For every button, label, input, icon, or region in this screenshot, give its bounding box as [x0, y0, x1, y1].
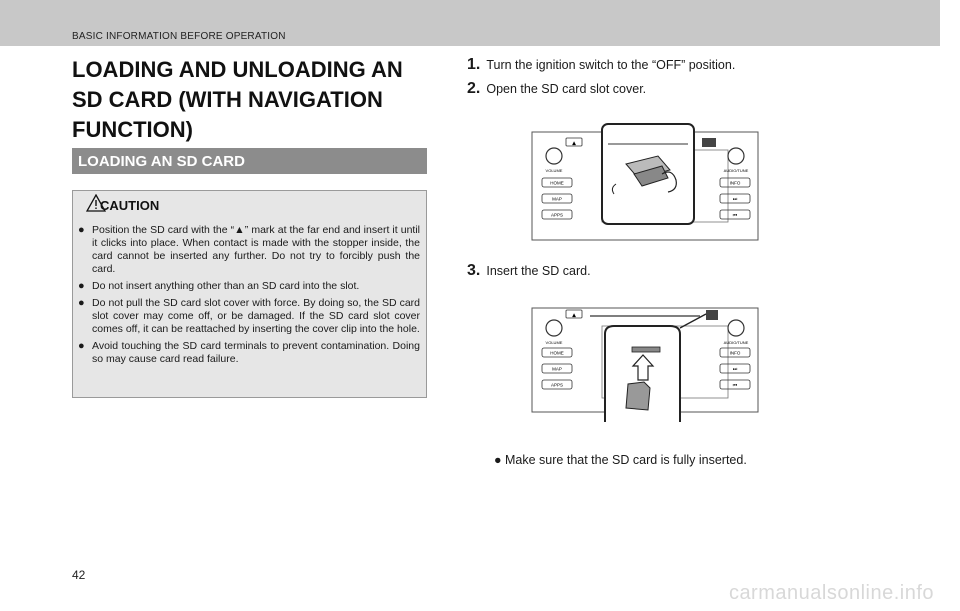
apps-button-label: APPS	[550, 212, 564, 218]
next-track-icon: ⏭	[732, 196, 738, 203]
step-2	[467, 80, 646, 98]
step-1	[467, 56, 735, 74]
caution-item: ● Do not pull the SD card slot cover with force. By doing so, the SD card slot cover may come off, or be damaged. If the SD card slot cover comes off, it can be reattached by inserting the cover clip into the hole.	[78, 297, 420, 336]
volume-label: VOLUME	[545, 340, 563, 345]
title-line-3: FUNCTION)	[72, 117, 193, 142]
section-title: LOADING AN SD CARD	[78, 153, 245, 170]
step-text: Open the SD card slot cover.	[486, 82, 647, 96]
caution-item: ● Position the SD card with the “▲” mark at the far end and insert it until it clicks into place. When contact is made with the stopper inside, the card cannot be inserted any further. Do not try to forcibly push the card.	[78, 224, 420, 276]
step-number: 2.	[467, 80, 481, 97]
step-number: 3.	[467, 262, 481, 279]
map-button-label: MAP	[552, 196, 562, 202]
caution-label: CAUTION	[100, 198, 160, 213]
eject-icon: ▲	[572, 140, 576, 147]
step-text: Turn the ignition switch to the “OFF” position.	[486, 58, 736, 72]
step-3	[467, 262, 591, 280]
figure-insert-card	[530, 302, 760, 426]
title-line-2: SD CARD (WITH NAVIGATION	[72, 87, 383, 112]
volume-label: VOLUME	[545, 168, 563, 173]
next-track-icon: ⏭	[732, 366, 738, 373]
caution-list	[78, 224, 420, 370]
info-button-label: INFO	[729, 180, 741, 186]
home-button-label: HOME	[550, 180, 564, 186]
caution-header	[72, 190, 427, 217]
home-button-label: HOME	[550, 350, 564, 356]
watermark: carmanualsonline.info	[728, 582, 934, 604]
apps-button-label: APPS	[550, 382, 564, 388]
eject-icon: ▲	[572, 312, 576, 319]
step-number: 1.	[467, 56, 481, 73]
figure-open-cover	[530, 120, 760, 242]
step-text: Insert the SD card.	[486, 264, 591, 278]
caution-item: ● Avoid touching the SD card terminals to prevent contamination. Doing so may cause card read failure.	[78, 340, 420, 366]
prev-track-icon: ⏮	[732, 382, 738, 389]
audio-tune-label: AUDIO/TUNE	[723, 168, 749, 173]
page-number: 42	[72, 568, 86, 582]
running-header: BASIC INFORMATION BEFORE OPERATION	[72, 31, 286, 42]
prev-track-icon: ⏮	[732, 212, 738, 219]
title-line-1: LOADING AND UNLOADING AN	[72, 57, 403, 82]
info-button-label: INFO	[729, 350, 741, 356]
page-title	[72, 55, 432, 145]
map-button-label: MAP	[552, 366, 562, 372]
caution-item: ● Do not insert anything other than an SD card into the slot.	[78, 280, 420, 293]
audio-tune-label: AUDIO/TUNE	[723, 340, 749, 345]
note-fully-inserted: ● Make sure that the SD card is fully inserted.	[494, 453, 747, 467]
